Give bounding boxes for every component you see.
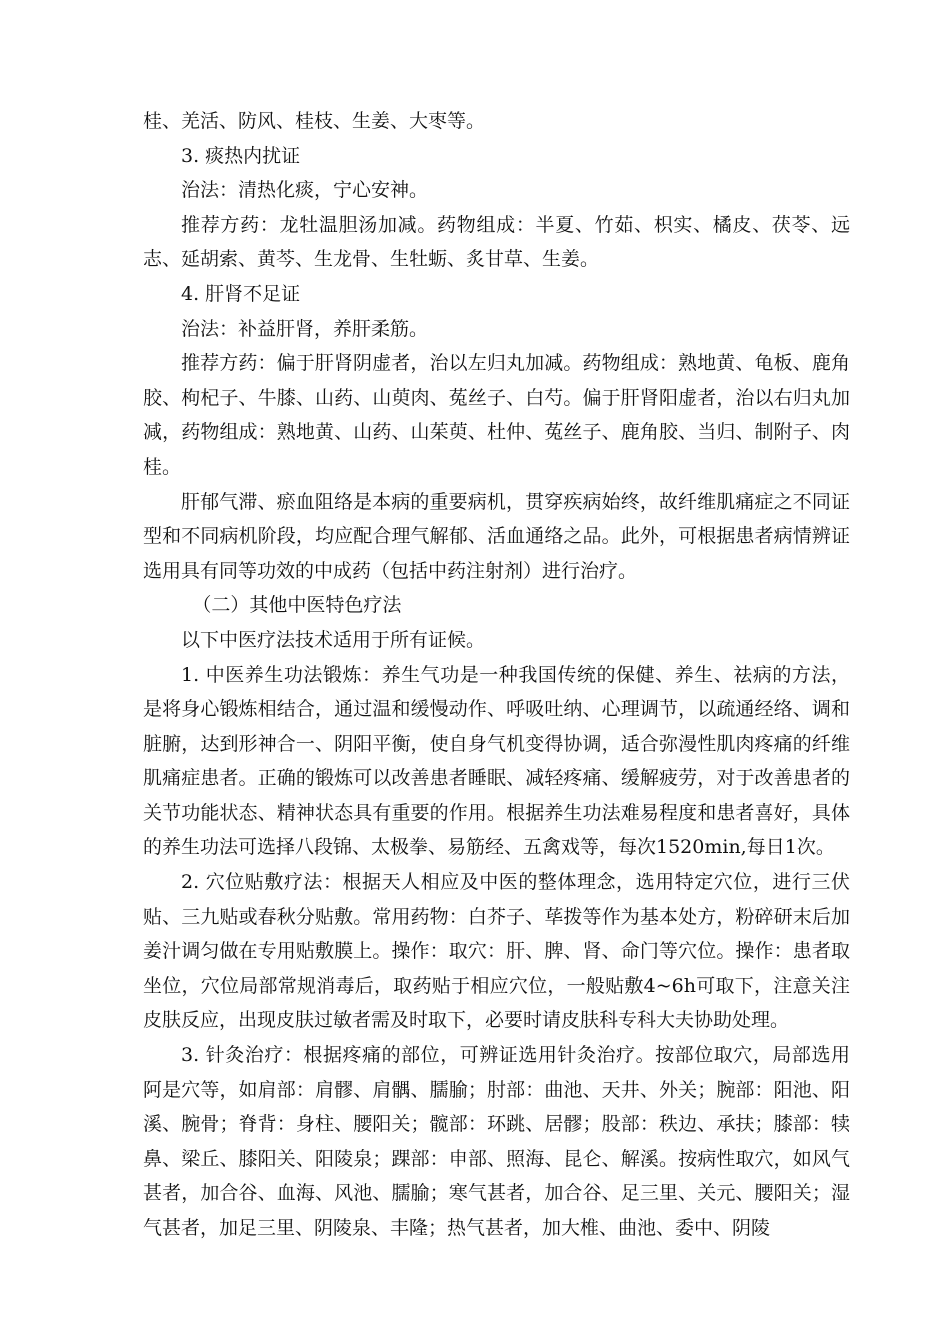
paragraph-pathogenesis-note: 肝郁气滞、瘀血阻络是本病的重要病机，贯穿疾病始终，故纤维肌痛症之不同证型和不同病机阶段，均应配合理气解郁、活血通络之品。此外，可根据患者病情辨证选用具有同等功效的中成药（包括中药注射剂）进行治疗。 [143,490,850,582]
paragraph-treatment-method: 治法：补益肝肾，养肝柔筋。 [181,317,429,340]
paragraph-recommended-prescription: 推荐方药：偏于肝肾阴虚者，治以左归丸加减。药物组成：熟地黄、龟板、鹿角胶、枸杞子、牛膝、山药、山萸肉、菟丝子、白芍。偏于肝肾阳虚者，治以右归丸加减，药物组成：熟地黄、山药、山茱萸、杜仲、菟丝子、鹿角胶、当归、制附子、肉桂。 [143,352,850,478]
paragraph-applicability: 以下中医疗法技术适用于所有证候。 [181,628,486,651]
paragraph-qigong-exercise: 1. 中医养生功法锻炼：养生气功是一种我国传统的保健、养生、祛病的方法，是将身心锻炼相结合，通过温和缓慢动作、呼吸吐纳、心理调节，以疏通经络、调和脏腑，达到形神合一、阴阳平衡，使自身气机变得协调，适合弥漫性肌肉疼痛的纤维肌痛症患者。正确的锻炼可以改善患者睡眠、减轻疼痛、缓解疲劳，对于改善患者的关节功能状态、精神状态具有重要的作用。根据养生功法难易程度和患者喜好，具体的养生功法可选择八段锦、太极拳、易筋经、五禽戏等，每次1520min,每日1次。 [143,663,850,859]
document-body [143,104,850,1246]
paragraph-treatment-method: 治法：清热化痰，宁心安神。 [181,179,429,202]
paragraph-continuation: 桂、羌活、防风、桂枝、生姜、大枣等。 [143,110,486,132]
section-heading-other-therapies: （二）其他中医特色疗法 [192,594,402,617]
paragraph-acupoint-application: 2. 穴位贴敷疗法：根据天人相应及中医的整体理念，选用特定穴位，进行三伏贴、三九贴或春秋分贴敷。常用药物：白芥子、荜拨等作为基本处方，粉碎研末后加姜汁调匀做在专用贴敷膜上。操作：取穴：肝、脾、肾、命门等穴位。操作：患者取坐位，穴位局部常规消毒后，取药贴于相应穴位，一般贴敷4~6h可取下，注意关注皮肤反应，出现皮肤过敏者需及时取下，必要时请皮肤科专科大夫协助处理。 [143,871,850,1032]
paragraph-recommended-prescription: 推荐方药：龙牡温胆汤加减。药物组成：半夏、竹茹、枳实、橘皮、茯苓、远志、延胡索、黄芩、生龙骨、生牡蛎、炙甘草、生姜。 [143,213,850,271]
paragraph-acupuncture: 3. 针灸治疗：根据疼痛的部位，可辨证选用针灸治疗。按部位取穴，局部选用阿是穴等，如肩部：肩髎、肩髃、臑腧；肘部：曲池、天井、外关；腕部：阳池、阳溪、腕骨；脊背：身柱、腰阳关；髋部：环跳、居髎；股部：秩边、承扶；膝部：犊鼻、梁丘、膝阳关、阳陵泉；踝部：申部、照海、昆仑、解溪。按病性取穴，如风气甚者，加合谷、血海、风池、臑腧；寒气甚者，加合谷、足三里、关元、腰阳关；湿气甚者，加足三里、阴陵泉、丰隆；热气甚者，加大椎、曲池、委中、阴陵 [143,1044,850,1239]
subheading-tanre-neirao: 3. 痰热内扰证 [181,144,301,167]
subheading-ganshen-buzu: 4. 肝肾不足证 [181,282,301,305]
